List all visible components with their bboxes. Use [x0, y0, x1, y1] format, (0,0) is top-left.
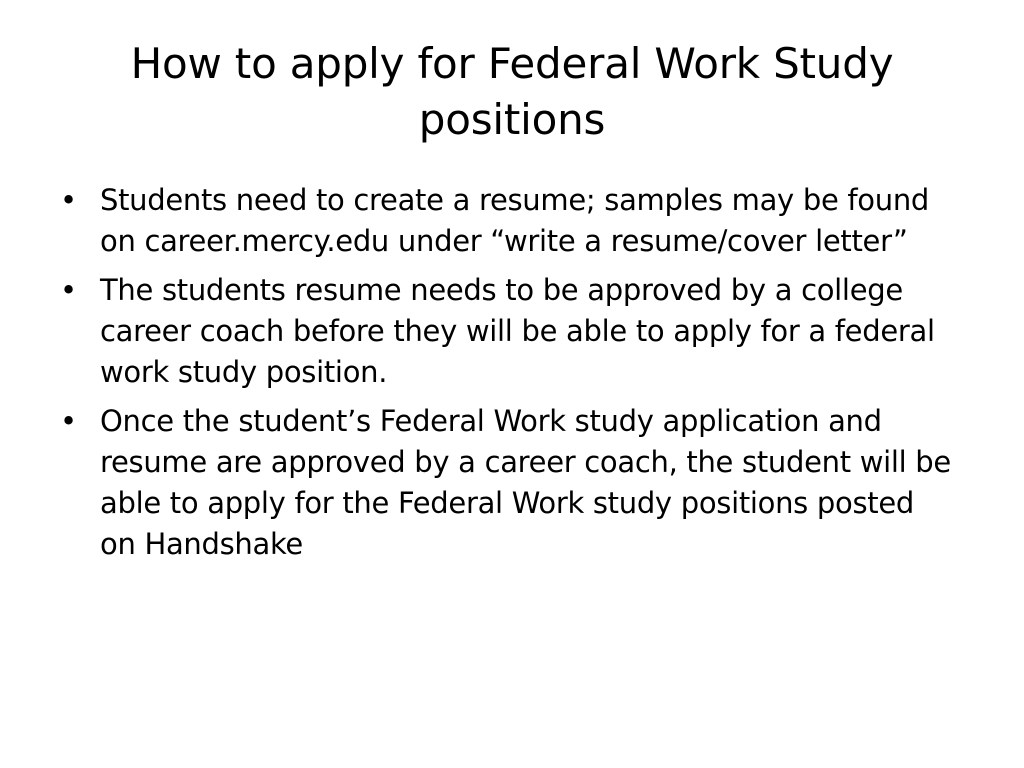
bullet-list	[58, 180, 958, 573]
bullet-item-3	[58, 401, 958, 565]
bullet-item-1	[58, 180, 958, 262]
bullet-text-3: Once the student’s Federal Work study application and resume are approved by a career coach, the student will be able to apply for the Federal Work study positions posted on Handshake	[100, 404, 951, 561]
bullet-item-2	[58, 270, 958, 393]
bullet-dot-icon: •	[60, 183, 77, 217]
bullet-dot-icon: •	[60, 404, 77, 438]
bullet-dot-icon: •	[60, 273, 77, 307]
slide-title: How to apply for Federal Work Study positions	[130, 39, 894, 144]
bullet-text-2: The students resume needs to be approved by a college career coach before they will be able to apply for a federal work study position.	[100, 273, 935, 389]
bullet-text-1: Students need to create a resume; samples may be found on career.mercy.edu under “write a resume/cover letter”	[100, 183, 930, 258]
